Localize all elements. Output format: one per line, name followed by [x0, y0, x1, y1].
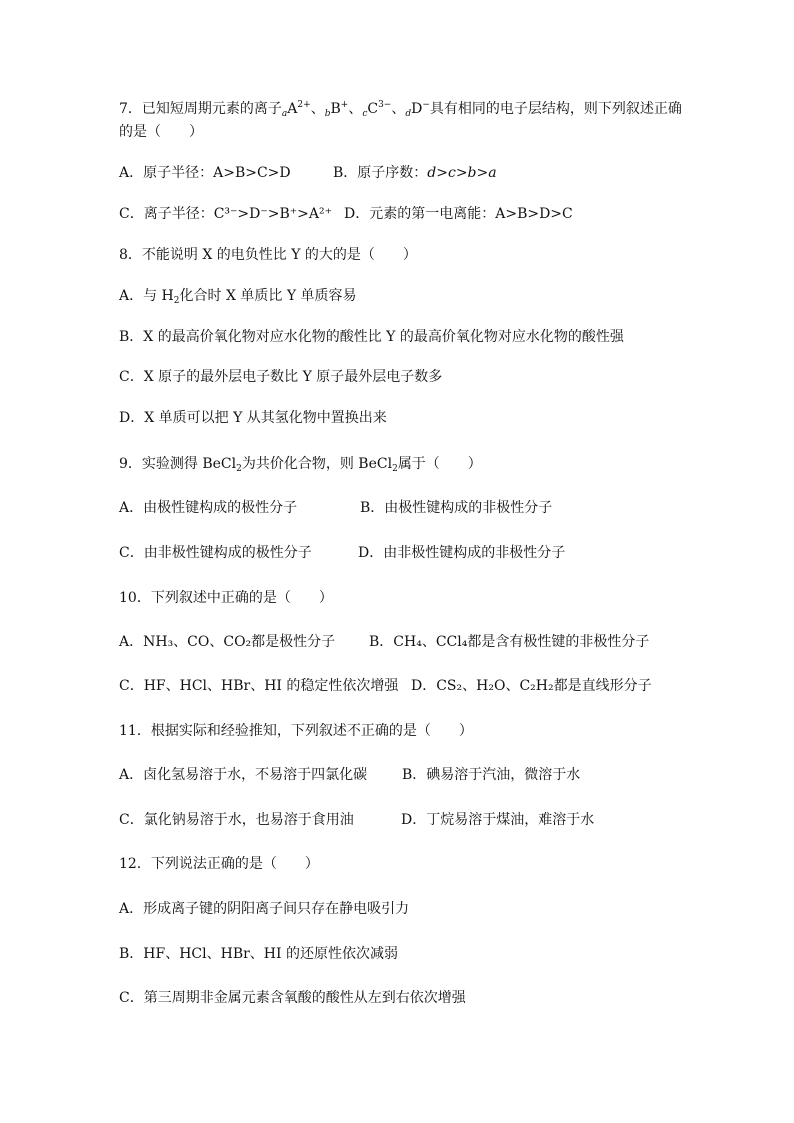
q7-ions — [282, 101, 430, 117]
q7-ion-separator: 、 — [391, 101, 406, 117]
q12-option-b: B．HF、HCl、HBr、HI 的还原性依次减弱 — [119, 946, 398, 962]
q9-stem-sub2: 2 — [392, 464, 398, 474]
q10-option-d: D．CS₂、H₂O、C₂H₂都是直线形分子 — [411, 678, 652, 694]
q12-stem: 12．下列说法正确的是（ ） — [119, 856, 319, 872]
q10-option-b: B．CH₄、CCl₄都是含有极性键的非极性分子 — [369, 634, 650, 650]
q8-option-a-pre: A．与 H — [119, 288, 174, 304]
q11-option-c: C．氯化钠易溶于水，也易溶于食用油 — [119, 812, 354, 828]
q7-ion-charge: + — [340, 100, 349, 110]
q7-option-d: D．元素的第一电离能：A>B>D>C — [344, 206, 573, 222]
q7-ion — [325, 101, 363, 117]
q9-option-c: C．由非极性键构成的极性分子 — [119, 545, 312, 561]
q7-ion-symbol: A — [287, 101, 298, 117]
q7-option-b-label: B．原子序数： — [333, 165, 428, 181]
q12-option-a: A．形成离子键的阴阳离子间只存在静电吸引力 — [119, 901, 410, 917]
q9-option-a: A．由极性键构成的极性分子 — [119, 500, 298, 516]
q7-option-b — [333, 163, 497, 183]
q8-option-a-post: 化合时 X 单质比 Y 单质容易 — [179, 288, 357, 304]
q7-ion-prefix: d — [405, 109, 412, 119]
q11-option-d: D．丁烷易溶于煤油，难溶于水 — [401, 812, 595, 828]
q12-option-c: C．第三周期非金属元素含氧酸的酸性从左到右依次增强 — [119, 990, 466, 1006]
q7-stem — [119, 95, 682, 124]
q8-stem: 8．不能说明 X 的电负性比 Y 的大的是（ ） — [119, 247, 417, 263]
q10-option-a: A．NH₃、CO、CO₂都是极性分子 — [119, 634, 336, 650]
q10-stem: 10．下列叙述中正确的是（ ） — [119, 590, 333, 606]
q7-ion-prefix: b — [324, 109, 331, 119]
q7-ion-prefix: c — [362, 109, 368, 119]
q9-stem — [119, 454, 482, 479]
q7-ion-charge: − — [422, 100, 430, 110]
q9-stem-mid: 为共价化合物，则 BeCl — [241, 456, 393, 472]
q11-option-a: A．卤化氢易溶于水，不易溶于四氯化碳 — [119, 767, 368, 783]
q10-option-c: C．HF、HCl、HBr、HI 的稳定性依次增强 — [119, 678, 399, 694]
q11-option-b: B．碘易溶于汽油，微溶于水 — [402, 767, 581, 783]
q7-ion — [282, 101, 325, 117]
q7-ion-symbol: C — [367, 101, 379, 117]
q7-option-c — [119, 204, 332, 224]
q7-option-c-label: C．离子半径： — [119, 206, 214, 222]
q7-ion-charge: 3− — [378, 100, 392, 110]
q7-option-b-value: d>c>b>a — [427, 165, 497, 181]
q7-ion-separator: 、 — [348, 101, 363, 117]
q8-option-a — [119, 286, 357, 311]
q8-option-a-sub: 2 — [173, 296, 180, 306]
q7-ion-separator: 、 — [310, 101, 325, 117]
q7-ion-prefix: a — [281, 109, 288, 119]
q9-option-b: B．由极性键构成的非极性分子 — [360, 500, 553, 516]
q8-option-d: D．X 单质可以把 Y 从其氢化物中置换出来 — [119, 410, 387, 426]
q9-stem-sub: 2 — [236, 464, 242, 474]
q7-ion — [362, 101, 405, 117]
q9-option-d: D．由非极性键构成的非极性分子 — [358, 545, 566, 561]
q7-stem-text: 7．已知短周期元素的离子 — [119, 101, 282, 117]
q8-option-c: C．X 原子的最外层电子数比 Y 原子最外层电子数多 — [119, 369, 443, 385]
q9-stem-post: 属于（ ） — [397, 456, 482, 472]
q7-stem-text-2: 具有相同的电子层结构，则下列叙述正确 — [429, 101, 682, 117]
q7-ion-symbol: D — [411, 101, 423, 117]
q7-ion — [405, 101, 430, 117]
q8-option-b: B．X 的最高价氧化物对应水化物的酸性比 Y 的最高价氧化物对应水化物的酸性强 — [119, 329, 624, 345]
q7-stem-cont: 的是（ ） — [119, 124, 203, 140]
q7-option-c-value: C³⁻>D⁻>B⁺>A²⁺ — [213, 206, 333, 222]
q7-ion-charge: 2+ — [297, 100, 311, 110]
q7-ion-symbol: B — [330, 101, 341, 117]
q9-stem-pre: 9．实验测得 BeCl — [119, 456, 237, 472]
q7-option-a: A．原子半径：A>B>C>D — [119, 165, 291, 181]
q11-stem: 11．根据实际和经验推知，下列叙述不正确的是（ ） — [119, 723, 473, 739]
